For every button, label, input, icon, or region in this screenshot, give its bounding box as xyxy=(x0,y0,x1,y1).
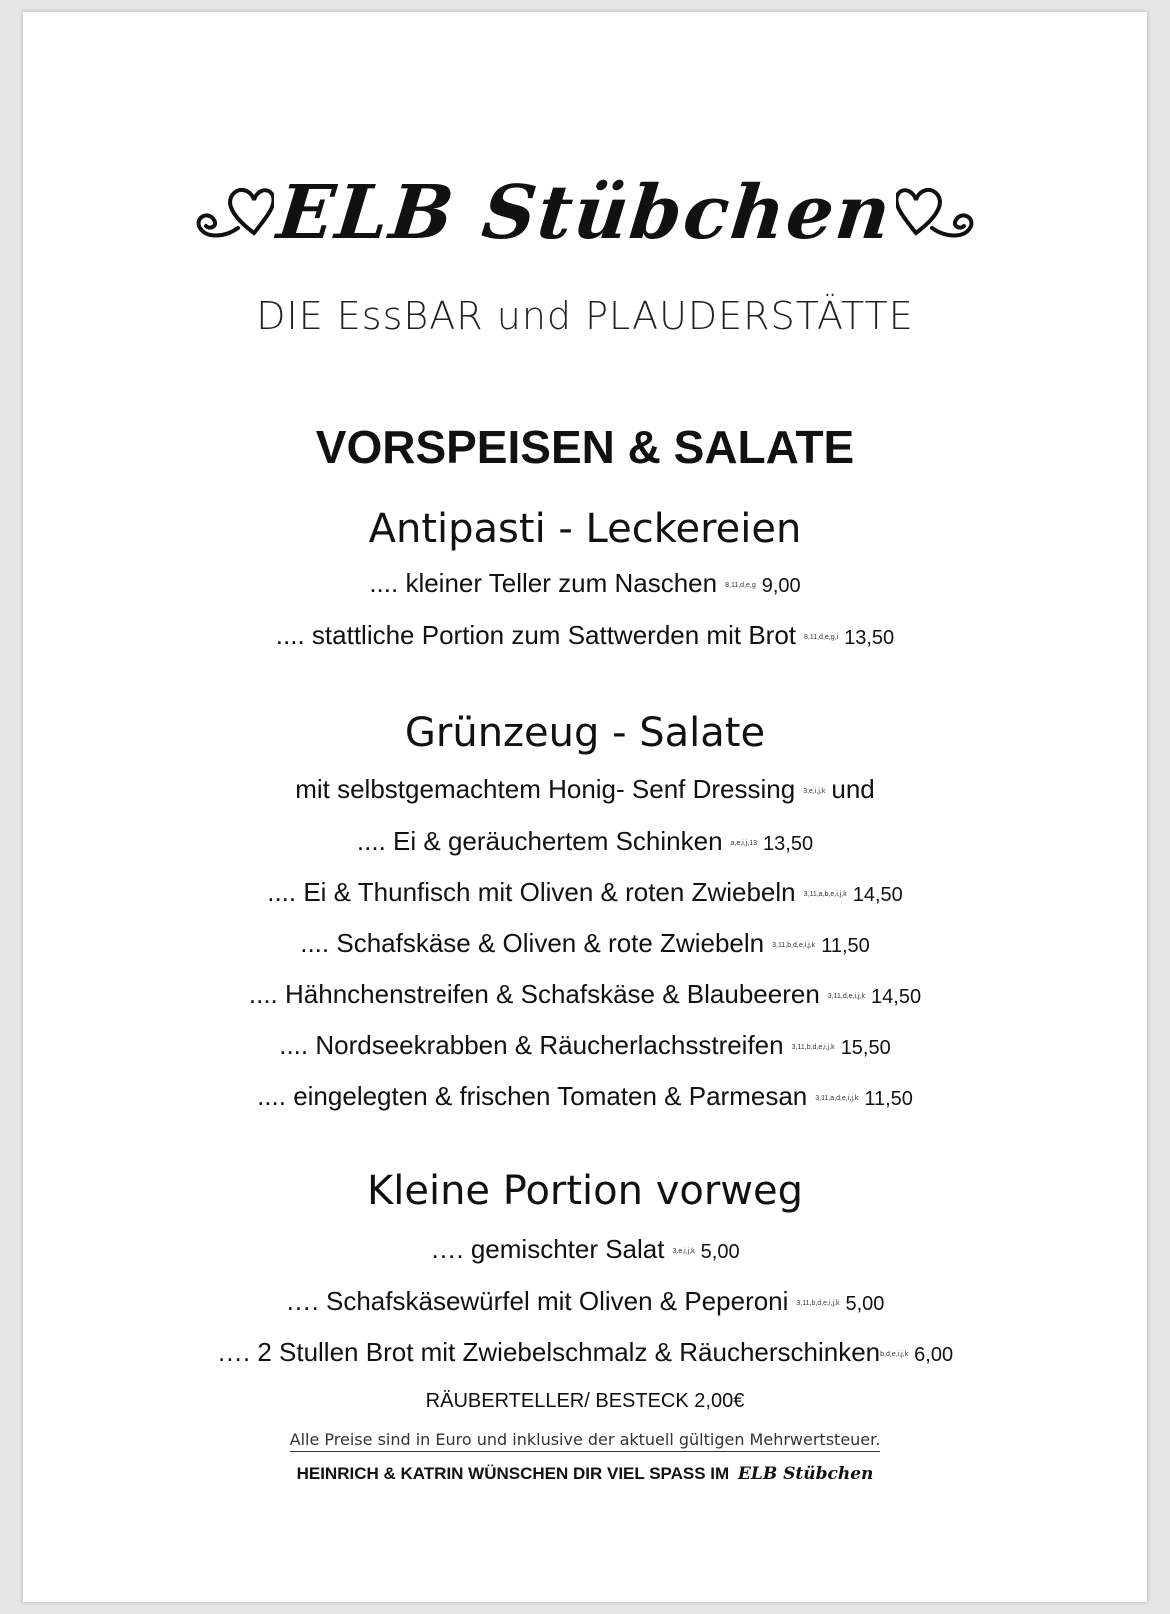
item-allergens: 8,11,d,e,g xyxy=(725,581,756,589)
item-allergens: b,d,e,i,j,k xyxy=(880,1350,909,1358)
item-allergens: a,e,i,j,13 xyxy=(730,839,758,847)
item-name: …. gemischter Salat xyxy=(430,1234,665,1264)
menu-item xyxy=(23,1081,1147,1112)
item-name: .... stattliche Portion zum Sattwerden mit Brot xyxy=(275,620,796,650)
menu-item xyxy=(23,568,1147,599)
intro-allergens: 3,e,i,j,k xyxy=(803,787,826,795)
item-price: 13,50 xyxy=(763,833,814,855)
item-name: .... Hähnchenstreifen & Schafskäse & Blaubeeren xyxy=(248,979,820,1009)
raeuberteller-note: RÄUBERTELLER/ BESTECK 2,00€ xyxy=(425,1390,745,1412)
menu-item xyxy=(23,1286,1147,1317)
tagline: DIE EssBAR und PLAUDERSTÄTTE xyxy=(256,294,914,338)
closing-line xyxy=(23,1464,1147,1484)
section-title-kleine-portion: Kleine Portion vorweg xyxy=(367,1168,803,1214)
menu-item xyxy=(23,826,1147,857)
intro-text: mit selbstgemachtem Honig- Senf Dressing xyxy=(295,774,796,804)
heart-swirl-left-icon xyxy=(194,178,274,248)
item-allergens: 8,11,d,e,g,i xyxy=(804,633,839,641)
item-price: 9,00 xyxy=(761,575,801,597)
item-allergens: 3,11,b,d,e,i,j,k xyxy=(791,1043,835,1051)
item-price: 5,00 xyxy=(700,1241,740,1263)
item-price: 6,00 xyxy=(914,1344,954,1366)
heart-swirl-right-icon xyxy=(896,178,976,248)
intro-suffix: und xyxy=(831,774,875,804)
logo-text: ELB Stübchen xyxy=(273,170,897,256)
logo xyxy=(23,170,1147,280)
item-allergens: 3,11,a,b,e,i,j,k xyxy=(803,890,847,898)
section-title-antipasti: Antipasti - Leckereien xyxy=(368,506,802,552)
item-price: 11,50 xyxy=(821,935,870,957)
section-title-salate: Grünzeug - Salate xyxy=(404,710,766,756)
item-name: .... eingelegten & frischen Tomaten & Parmesan xyxy=(257,1081,808,1111)
menu-item xyxy=(23,979,1147,1010)
item-allergens: 3,11,b,d,e,i,j,k xyxy=(772,941,816,949)
menu-item xyxy=(23,928,1147,959)
menu-page xyxy=(23,12,1147,1602)
item-price: 15,50 xyxy=(840,1037,891,1059)
item-name: .... Ei & geräuchertem Schinken xyxy=(356,826,723,856)
item-name: .... kleiner Teller zum Naschen xyxy=(369,568,718,598)
closing-logo: ELB Stübchen xyxy=(737,1464,874,1484)
item-price: 13,50 xyxy=(844,627,895,649)
price-footnote xyxy=(23,1430,1147,1449)
item-name: .... Ei & Thunfisch mit Oliven & roten Zwiebeln xyxy=(267,877,796,907)
menu-item xyxy=(23,877,1147,908)
item-allergens: 3,11,b,d,e,i,j,k xyxy=(796,1299,840,1307)
closing-text: HEINRICH & KATRIN WÜNSCHEN DIR VIEL SPASS IM xyxy=(296,1464,730,1483)
salad-intro xyxy=(23,774,1147,805)
item-name: …. 2 Stullen Brot mit Zwiebelschmalz & Räucherschinken xyxy=(216,1337,881,1367)
menu-item xyxy=(23,620,1147,651)
item-price: 5,00 xyxy=(845,1293,885,1315)
item-allergens: 3,e,i,j,k xyxy=(672,1247,695,1255)
menu-item xyxy=(23,1030,1147,1061)
item-name: .... Schafskäse & Oliven & rote Zwiebeln xyxy=(300,928,765,958)
item-name: …. Schafskäsewürfel mit Oliven & Peperoni xyxy=(285,1286,789,1316)
item-price: 11,50 xyxy=(864,1088,913,1110)
page-title: VORSPEISEN & SALATE xyxy=(315,421,855,473)
price-footnote-text: Alle Preise sind in Euro und inklusive der aktuell gültigen Mehrwertsteuer. xyxy=(290,1430,881,1452)
menu-item xyxy=(23,1234,1147,1265)
item-name: .... Nordseekrabben & Räucherlachsstreifen xyxy=(279,1030,784,1060)
menu-item xyxy=(23,1337,1147,1368)
item-price: 14,50 xyxy=(871,986,922,1008)
item-price: 14,50 xyxy=(852,884,903,906)
item-allergens: 3,11,a,d,e,i,j,k xyxy=(815,1094,859,1102)
item-allergens: 3,11,d,e,i,j,k xyxy=(827,992,866,1000)
